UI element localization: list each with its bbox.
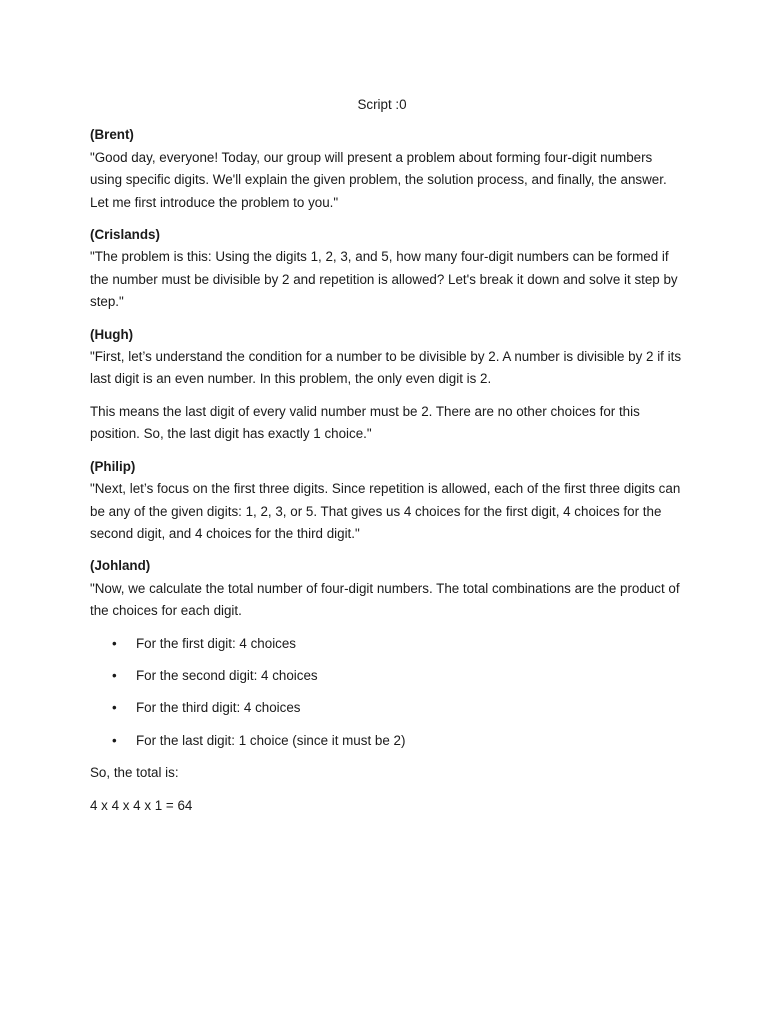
bullet-icon: • [112,732,117,748]
speaker-hugh: (Hugh) [90,326,134,342]
document-body [90,94,682,827]
brent-paragraph: "Good day, everyone! Today, our group will present a problem about forming four-digit numbers using specific digits. We'll explain the given problem, the solution process, and finally, the answer. Let me first introduce the problem to you." [90,149,667,210]
bullet-icon: • [112,667,117,683]
list-item [90,697,682,719]
list-item-text: For the first digit: 4 choices [136,635,297,651]
list-item-text: For the last digit: 1 choice (since it must be 2) [136,732,406,748]
document-title: Script :0 [357,97,407,112]
total-intro: So, the total is: [90,765,179,781]
list-item [90,633,682,655]
bullet-icon: • [112,700,117,716]
list-item-text: For the third digit: 4 choices [136,700,301,716]
list-item [90,730,682,752]
philip-paragraph: "Next, let’s focus on the first three digits. Since repetition is allowed, each of the first three digits can be any of the given digits: 1, 2, 3, or 5. That gives us 4 choices for the first digit, 4 choices for the second digit, and 4 choices for the third digit." [90,481,681,541]
speaker-johland: (Johland) [90,558,151,574]
speaker-crislands: (Crislands) [90,227,160,243]
hugh-paragraph-1: "First, let’s understand the condition for a number to be divisible by 2. A number is divisible by 2 if its last digit is an even number. In this problem, the only even digit is 2. [90,349,682,387]
hugh-paragraph-2: This means the last digit of every valid number must be 2. There are no other choices for this position. So, the last digit has exactly 1 choice." [90,403,640,442]
list-item [90,665,682,687]
crislands-paragraph: "The problem is this: Using the digits 1, 2, 3, and 5, how many four-digit numbers can be formed if the number must be divisible by 2 and repetition is allowed? Let's break it down and solve it step by step." [90,249,678,310]
speaker-brent: (Brent) [90,127,134,143]
total-equation: 4 x 4 x 4 x 1 = 64 [90,797,193,813]
choices-list [90,633,682,753]
johland-paragraph: "Now, we calculate the total number of four-digit numbers. The total combinations are the product of the choices for each digit. [90,580,680,619]
list-item-text: For the second digit: 4 choices [136,667,318,683]
bullet-icon: • [112,635,117,651]
speaker-philip: (Philip) [90,458,136,474]
